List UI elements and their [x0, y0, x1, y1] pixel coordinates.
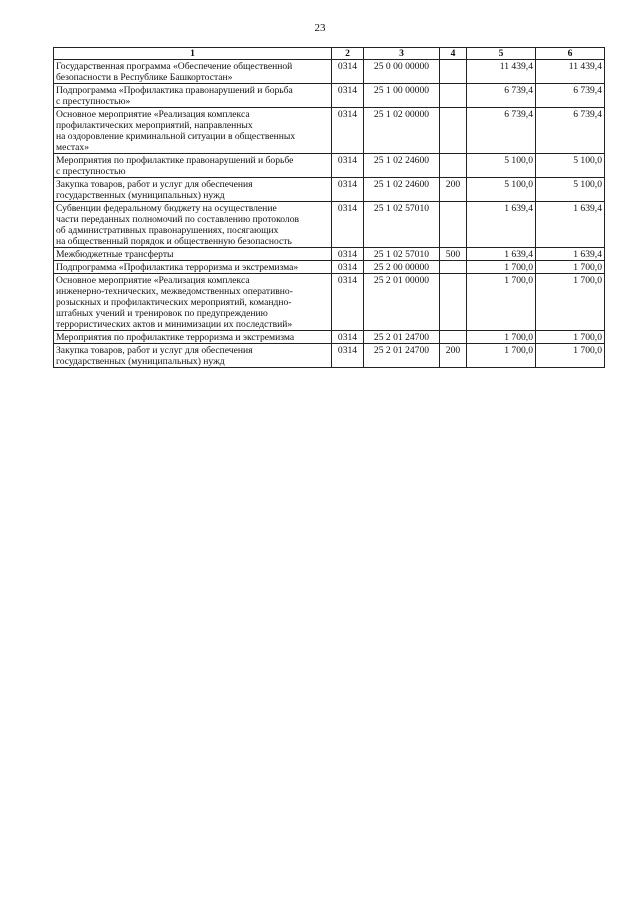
- table-row: [54, 202, 605, 248]
- table-row: [54, 248, 605, 261]
- row-name: Основное мероприятие «Реализация комплекса профилактических мероприятий, направленных на оздоровление криминальной ситуации в общественных местах»: [54, 108, 332, 154]
- row-value-5: 1 639,4: [467, 202, 536, 248]
- row-section: 0314: [332, 154, 364, 178]
- table-header-row: [54, 48, 605, 60]
- table-row: [54, 84, 605, 108]
- row-value-5: 1 700,0: [467, 331, 536, 344]
- row-value-5: 6 739,4: [467, 108, 536, 154]
- table-row: [54, 60, 605, 84]
- row-name: Государственная программа «Обеспечение общественной безопасности в Республике Башкортостан»: [54, 60, 332, 84]
- row-type: [440, 331, 467, 344]
- row-value-6: 1 700,0: [536, 261, 605, 274]
- row-value-5: 1 700,0: [467, 261, 536, 274]
- row-type: 200: [440, 178, 467, 202]
- row-code: 25 2 01 24700: [364, 331, 440, 344]
- budget-table: [53, 47, 605, 368]
- row-section: 0314: [332, 84, 364, 108]
- table-row: [54, 154, 605, 178]
- row-code: 25 0 00 00000: [364, 60, 440, 84]
- row-section: 0314: [332, 344, 364, 368]
- row-value-5: 6 739,4: [467, 84, 536, 108]
- row-value-5: 1 700,0: [467, 274, 536, 331]
- row-name: Закупка товаров, работ и услуг для обеспечения государственных (муниципальных) нужд: [54, 344, 332, 368]
- row-section: 0314: [332, 331, 364, 344]
- row-value-5: 11 439,4: [467, 60, 536, 84]
- row-value-6: 11 439,4: [536, 60, 605, 84]
- row-section: 0314: [332, 178, 364, 202]
- row-code: 25 2 01 24700: [364, 344, 440, 368]
- row-type: [440, 108, 467, 154]
- row-code: 25 1 00 00000: [364, 84, 440, 108]
- row-value-6: 1 700,0: [536, 331, 605, 344]
- row-value-6: 1 639,4: [536, 202, 605, 248]
- column-header: 6: [536, 48, 605, 60]
- row-code: 25 2 01 00000: [364, 274, 440, 331]
- table-row: [54, 178, 605, 202]
- row-type: [440, 60, 467, 84]
- row-value-5: 5 100,0: [467, 154, 536, 178]
- row-value-5: 1 639,4: [467, 248, 536, 261]
- column-header: 2: [332, 48, 364, 60]
- row-name: Подпрограмма «Профилактика правонарушений и борьба с преступностью»: [54, 84, 332, 108]
- row-type: [440, 274, 467, 331]
- row-value-6: 1 700,0: [536, 274, 605, 331]
- column-header: 4: [440, 48, 467, 60]
- row-section: 0314: [332, 202, 364, 248]
- row-section: 0314: [332, 261, 364, 274]
- row-name: Подпрограмма «Профилактика терроризма и экстремизма»: [54, 261, 332, 274]
- row-code: 25 1 02 57010: [364, 202, 440, 248]
- row-type: [440, 261, 467, 274]
- row-value-6: 5 100,0: [536, 154, 605, 178]
- page-number: 23: [314, 22, 326, 34]
- row-type: [440, 84, 467, 108]
- row-type: [440, 154, 467, 178]
- row-section: 0314: [332, 248, 364, 261]
- row-section: 0314: [332, 108, 364, 154]
- row-value-6: 1 700,0: [536, 344, 605, 368]
- row-name: Межбюджетные трансферты: [54, 248, 332, 261]
- table-row: [54, 344, 605, 368]
- table-row: [54, 261, 605, 274]
- column-header: 5: [467, 48, 536, 60]
- row-type: 200: [440, 344, 467, 368]
- row-code: 25 1 02 24600: [364, 178, 440, 202]
- table-row: [54, 331, 605, 344]
- row-type: [440, 202, 467, 248]
- row-code: 25 1 02 57010: [364, 248, 440, 261]
- row-name: Субвенции федеральному бюджету на осуществление части переданных полномочий по составлению протоколов об административных правонарушениях, посягающих на общественный порядок и общественную безопасность: [54, 202, 332, 248]
- row-code: 25 1 02 00000: [364, 108, 440, 154]
- row-value-6: 5 100,0: [536, 178, 605, 202]
- row-value-5: 5 100,0: [467, 178, 536, 202]
- row-section: 0314: [332, 60, 364, 84]
- row-value-6: 6 739,4: [536, 84, 605, 108]
- row-name: Мероприятия по профилактике терроризма и экстремизма: [54, 331, 332, 344]
- column-header: 3: [364, 48, 440, 60]
- row-value-6: 1 639,4: [536, 248, 605, 261]
- table-row: [54, 274, 605, 331]
- row-value-6: 6 739,4: [536, 108, 605, 154]
- row-type: 500: [440, 248, 467, 261]
- table-row: [54, 108, 605, 154]
- row-code: 25 1 02 24600: [364, 154, 440, 178]
- row-code: 25 2 00 00000: [364, 261, 440, 274]
- row-value-5: 1 700,0: [467, 344, 536, 368]
- row-section: 0314: [332, 274, 364, 331]
- column-header: 1: [54, 48, 332, 60]
- row-name: Мероприятия по профилактике правонарушений и борьбе с преступностью: [54, 154, 332, 178]
- row-name: Основное мероприятие «Реализация комплекса инженерно-технических, межведомственных оперативно- розыскных и профилактических мероприятий, командно- штабных учений и тренировок по предупреждению террористических актов и минимизации их последствий»: [54, 274, 332, 331]
- row-name: Закупка товаров, работ и услуг для обеспечения государственных (муниципальных) нужд: [54, 178, 332, 202]
